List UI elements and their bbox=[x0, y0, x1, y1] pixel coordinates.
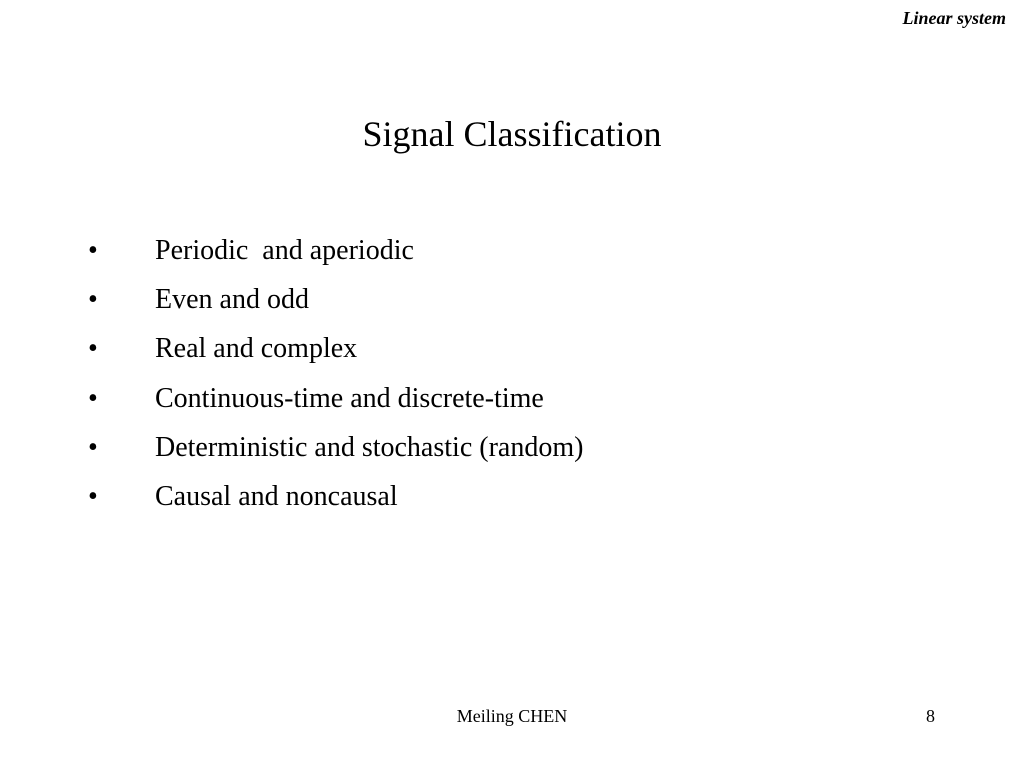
bullet-marker: • bbox=[88, 431, 98, 463]
bullet-text: Real and complex bbox=[155, 333, 358, 365]
bullet-text: Even and odd bbox=[155, 284, 309, 316]
bullet-marker: • bbox=[88, 382, 98, 414]
header-label: Linear system bbox=[902, 8, 1006, 28]
bullet-marker: • bbox=[88, 284, 98, 316]
bullet-text: Causal and noncausal bbox=[155, 480, 398, 512]
bullet-text: Periodic and aperiodic bbox=[155, 235, 414, 266]
slide-title: Signal Classification bbox=[362, 114, 662, 154]
bullet-text: Deterministic and stochastic (random) bbox=[155, 431, 584, 463]
footer-author: Meiling CHEN bbox=[456, 706, 568, 726]
page-number: 8 bbox=[926, 706, 935, 726]
bullet-marker: • bbox=[88, 235, 98, 266]
bullet-marker: • bbox=[88, 480, 98, 512]
bullet-marker: • bbox=[88, 333, 98, 365]
bullet-text: Continuous-time and discrete-time bbox=[155, 382, 544, 414]
